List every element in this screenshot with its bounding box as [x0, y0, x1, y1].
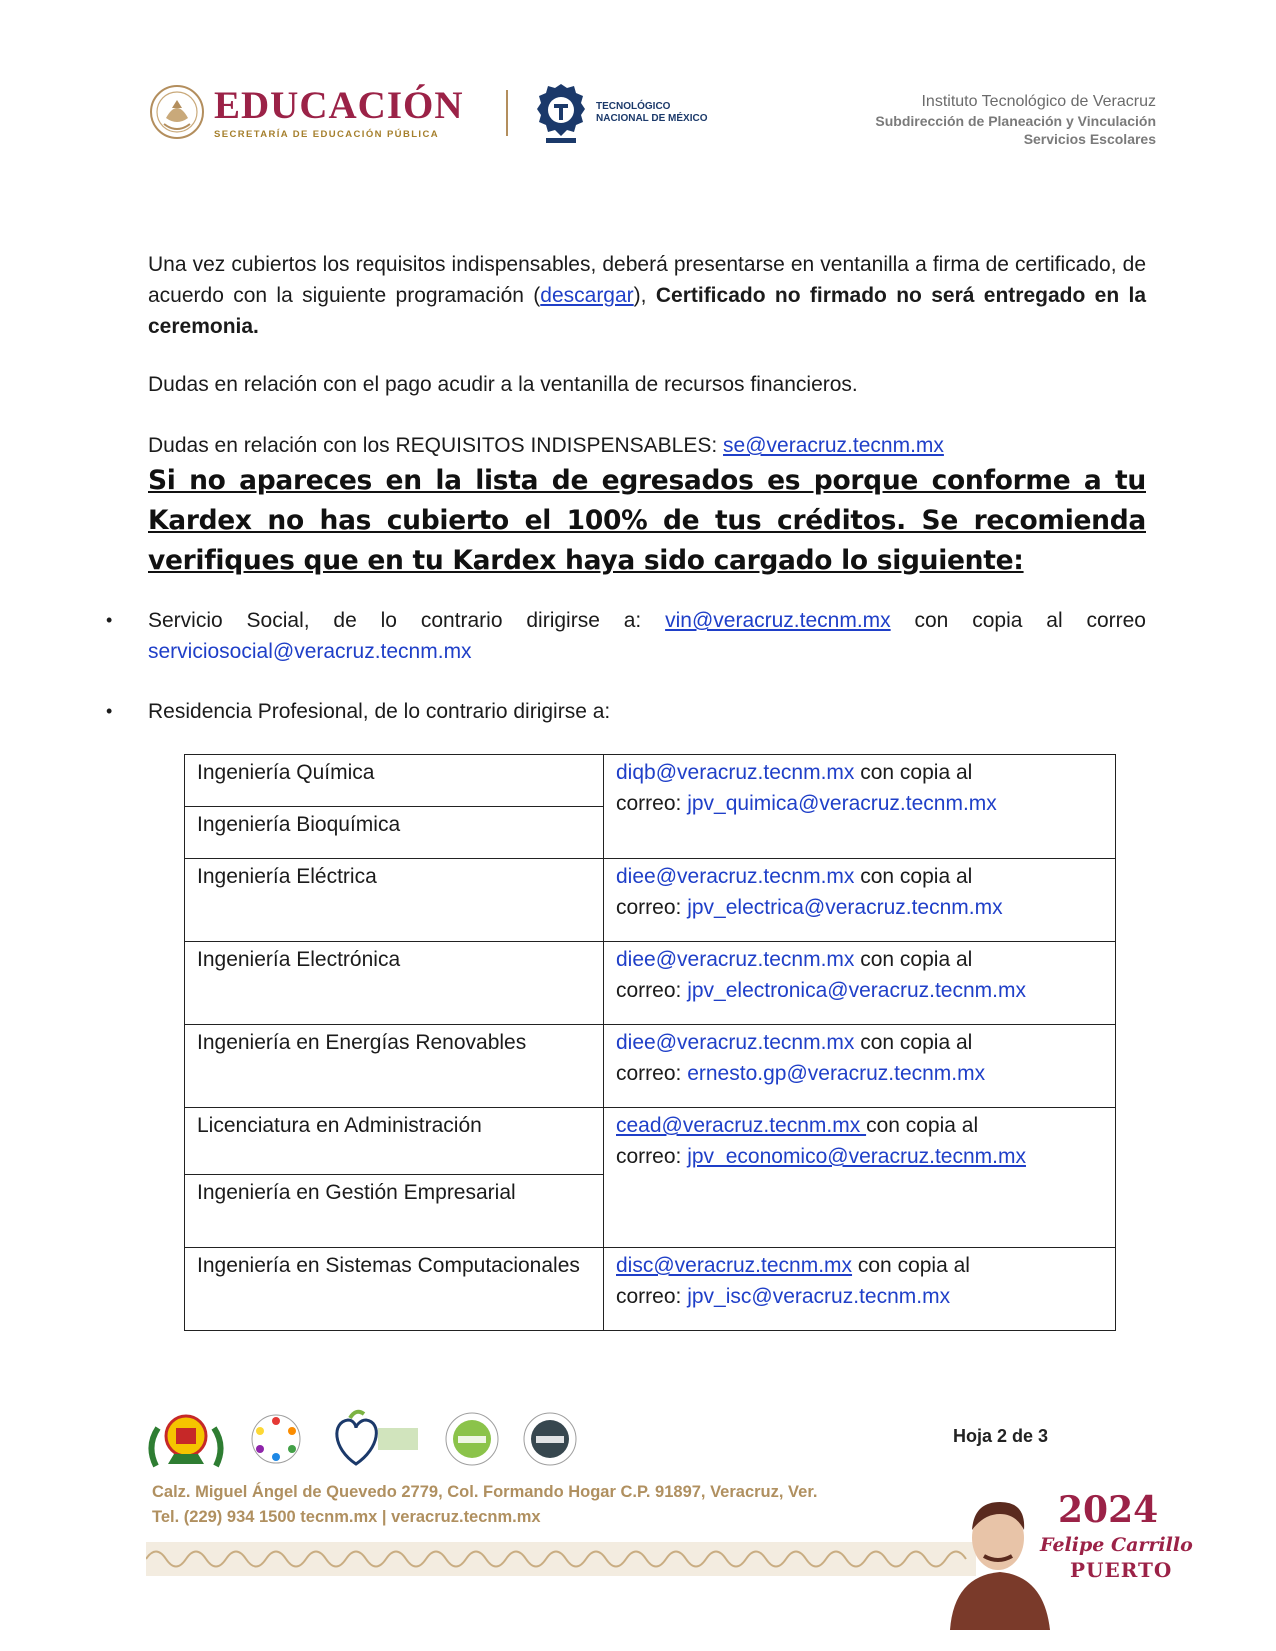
contact-email[interactable]: disc@veracruz.tecnm.mx [616, 1254, 853, 1277]
copy-text: con copia al [852, 1254, 970, 1277]
table-row [185, 1025, 1116, 1108]
iso-9001-badge-icon [522, 1411, 578, 1467]
intro-paragraph [148, 249, 1146, 342]
table-row [185, 1248, 1116, 1331]
career-cell: Ingeniería Química [185, 755, 604, 807]
bullet-icon: • [106, 610, 113, 630]
cc-email[interactable]: ernesto.gp@veracruz.tecnm.mx [687, 1062, 986, 1085]
contact-email[interactable]: diqb@veracruz.tecnm.mx [616, 761, 855, 784]
commemoration-year: 2024 [1058, 1489, 1159, 1531]
copy-text: con copia al [854, 865, 973, 888]
decorative-band [146, 1540, 976, 1578]
commemoration-name-2: PUERTO [1070, 1558, 1173, 1582]
career-cell: Ingeniería Bioquímica [185, 807, 604, 859]
se-email-link[interactable]: se@veracruz.tecnm.mx [723, 434, 944, 457]
cc-email[interactable]: jpv_quimica@veracruz.tecnm.mx [687, 792, 997, 815]
residency-contacts-table [184, 754, 1116, 1331]
header-divider [506, 90, 508, 136]
page-number: Hoja 2 de 3 [953, 1426, 1049, 1446]
footer-address-block [152, 1480, 817, 1530]
edu-title: EDUCACIÓN [214, 83, 464, 127]
cc-email[interactable]: jpv_electrica@veracruz.tecnm.mx [687, 896, 1003, 919]
mail-label: correo: [616, 1285, 688, 1308]
cc-email[interactable]: jpv_economico@veracruz.tecnm.mx [687, 1145, 1026, 1168]
tecnm-gear-icon [534, 80, 588, 146]
download-link[interactable]: descargar [540, 284, 634, 307]
plastic-free-logo-icon [326, 1408, 422, 1470]
table-row [185, 859, 1116, 942]
cc-email[interactable]: jpv_electronica@veracruz.tecnm.mx [687, 979, 1026, 1002]
itv-emblem-icon [146, 1406, 226, 1472]
subdirection-name: Subdirección de Planeación y Vinculación [875, 113, 1156, 129]
department-name: Servicios Escolares [1023, 131, 1156, 147]
career-cell: Ingeniería Eléctrica [185, 859, 604, 942]
copy-text: con copia al [866, 1114, 979, 1137]
sep-logo [148, 78, 464, 146]
contact-email[interactable]: diee@veracruz.tecnm.mx [616, 948, 855, 971]
footer-contact: Tel. (229) 934 1500 tecnm.mx | veracruz.tecnm.mx [152, 1508, 541, 1526]
institution-block [875, 92, 1156, 148]
iso-14001-badge-icon [444, 1411, 500, 1467]
mail-label: correo: [616, 979, 688, 1002]
equality-seal-icon [248, 1409, 304, 1469]
tecnm-line-1: TECNOLÓGICO [596, 101, 671, 112]
copy-text: con copia al [854, 948, 973, 971]
commemoration-name: Felipe Carrillo [1040, 1534, 1193, 1556]
requirements-note [148, 430, 1146, 461]
career-cell: Ingeniería Electrónica [185, 942, 604, 1025]
contact-cell [604, 942, 1116, 1025]
table-row [185, 942, 1116, 1025]
career-cell: Licenciatura en Administración [185, 1108, 604, 1175]
list-item-social-service [106, 605, 1146, 667]
institute-name: Instituto Tecnológico de Veracruz [921, 93, 1156, 110]
social-service-copy: con copia al correo [890, 609, 1146, 632]
career-cell: Ingeniería en Gestión Empresarial [185, 1175, 604, 1248]
contact-email[interactable]: diee@veracruz.tecnm.mx [616, 1031, 855, 1054]
social-service-email[interactable]: serviciosocial@veracruz.tecnm.mx [148, 640, 472, 663]
career-cell: Ingeniería en Sistemas Computacionales [185, 1248, 604, 1331]
edu-subtitle: SECRETARÍA DE EDUCACIÓN PÚBLICA [214, 128, 439, 140]
tecnm-line-2: NACIONAL DE MÉXICO [596, 113, 708, 124]
table-row [185, 1108, 1116, 1175]
payment-note: Dudas en relación con el pago acudir a la ventanilla de recursos financieros. [148, 373, 858, 396]
intro-text-after: ), [633, 284, 656, 307]
graduates-notice: Si no apareces en la lista de egresados es porque conforme a tu Kardex no has cubierto el 100% de tus créditos. Se recomienda verifiques que en tu Kardex haya sido cargado lo siguiente: [148, 465, 1146, 576]
cc-email[interactable]: jpv_isc@veracruz.tecnm.mx [687, 1285, 951, 1308]
career-cell: Ingeniería en Energías Renovables [185, 1025, 604, 1108]
residency-text: Residencia Profesional, de lo contrario dirigirse a: [148, 700, 611, 723]
contact-cell [604, 1025, 1116, 1108]
contact-cell [604, 1248, 1116, 1331]
footer-address: Calz. Miguel Ángel de Quevedo 2779, Col. Formando Hogar C.P. 91897, Veracruz, Ver. [152, 1483, 818, 1501]
unsigned-certificate-warning: Certificado no firmado no será entregado en la ceremonia. [148, 284, 1146, 338]
certification-logos [146, 1406, 578, 1472]
mexico-seal-icon [148, 78, 206, 146]
contact-cell [604, 755, 1116, 859]
commemoration-logo [940, 1480, 1193, 1630]
vin-email-link[interactable]: vin@veracruz.tecnm.mx [665, 609, 891, 632]
contact-email[interactable]: diee@veracruz.tecnm.mx [616, 865, 855, 888]
contact-cell [604, 1108, 1116, 1248]
mail-label: correo: [616, 1062, 688, 1085]
copy-text: con copia al [854, 1031, 973, 1054]
mail-label: correo: [616, 896, 688, 919]
social-service-text: Servicio Social, de lo contrario dirigirse a: [148, 609, 666, 632]
contact-cell [604, 859, 1116, 942]
requirements-text: Dudas en relación con los REQUISITOS INDISPENSABLES: [148, 434, 724, 457]
copy-text: con copia al [854, 761, 973, 784]
bullet-icon: • [106, 701, 113, 721]
table-row [185, 755, 1116, 807]
list-item-residency [106, 696, 1146, 727]
tecnm-logo [534, 80, 708, 146]
intro-text: Una vez cubiertos los requisitos indispensables, deberá presentarse en ventanilla a firma de certificado, de acuerdo con la siguiente programación ( [148, 253, 1146, 307]
contact-email[interactable]: cead@veracruz.tecnm.mx [616, 1114, 867, 1137]
mail-label: correo: [616, 1145, 688, 1168]
mail-label: correo: [616, 792, 688, 815]
